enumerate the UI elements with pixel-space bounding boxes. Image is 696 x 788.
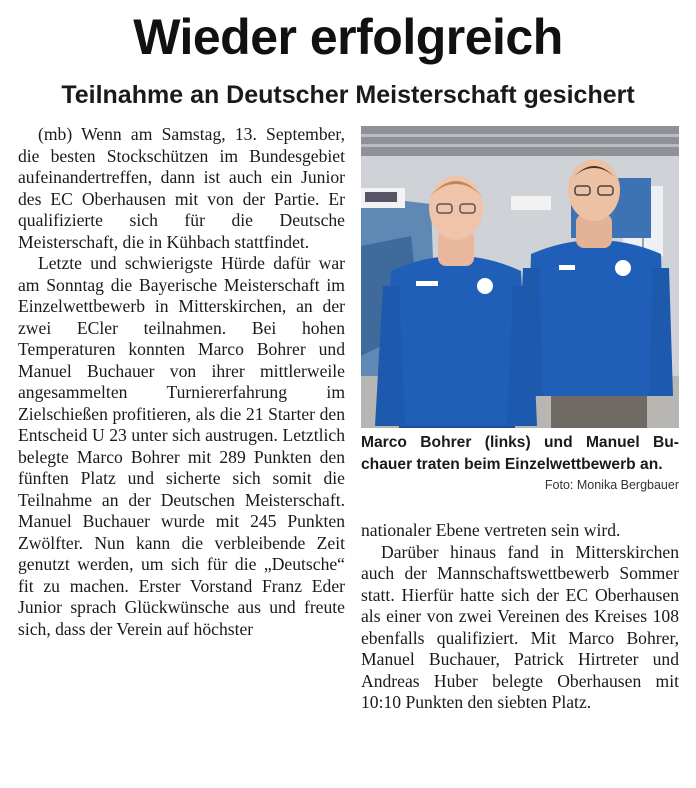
article-headline: Wieder erfolgreich xyxy=(133,9,563,65)
article-column-left xyxy=(18,124,345,640)
paragraph-2: Letzte und schwierigste Hürde dafür war am Sonntag die Bayerische Meisterschaft im Einzelwettbewerb in Mitterskirchen, an der zwei ECler teilnahmen. Bei hohen Temperaturen konnten Marco Bohrer und Manuel Buchauer von ihrer mittlerweile angesammelten Turniererfahrung im Zielschießen profitieren, als die 21 Starter den Entscheid U 23 unter sich austrugen. Letztlich belegte Marco Bohrer mit 289 Punkten den fünften Platz und sicherte sich somit die Teilnahme an der Deutschen Meisterschaft. Manuel Buchauer wurde mit 245 Punkten Zwölfter. Nun kann die verbleibende Zeit genutzt werden, um sich für die „Deutsche“ fit zu machen. Erster Vorstand Franz Eder Junior sprach Glückwünsche aus und freute sich, dass der Verein auf höchster xyxy=(18,253,345,639)
paragraph-4: Darüber hinaus fand in Mitterskirchen auch der Mannschaftswettbewerb Sommer statt. Hierfür hatte sich der EC Oberhausen als einer von zwei Vereinen des Kreises 108 ebenfalls qualifiziert. Mit Marco Bohrer, Manuel Buchauer, Patrick Hirtreter und Andreas Huber belegte Oberhausen mit 10:10 Punkten den siebten Platz. xyxy=(361,541,679,712)
paragraph-3-continued: nationaler Ebene vertreten sein wird. xyxy=(361,520,621,540)
article-photo xyxy=(361,126,679,428)
article-column-right xyxy=(361,520,679,714)
photo-caption: Marco Bohrer (links) und Manuel Buchauer traten beim Einzelwettbewerb an. xyxy=(361,434,679,473)
article-subheadline: Teilnahme an Deutscher Meisterschaft gesichert xyxy=(61,81,635,109)
photo-illustration xyxy=(361,126,679,428)
paragraph-1: (mb) Wenn am Samstag, 13. September, die besten Stockschützen im Bundesgebiet aufeinandertreffen, dann ist auch ein Junior des EC Oberhausen mit von der Partie. Er qualifizierte sich für die Deutsche Meisterschaft, die in Kühbach stattfindet. xyxy=(18,124,345,252)
photo-credit: Foto: Monika Bergbauer xyxy=(544,478,679,492)
